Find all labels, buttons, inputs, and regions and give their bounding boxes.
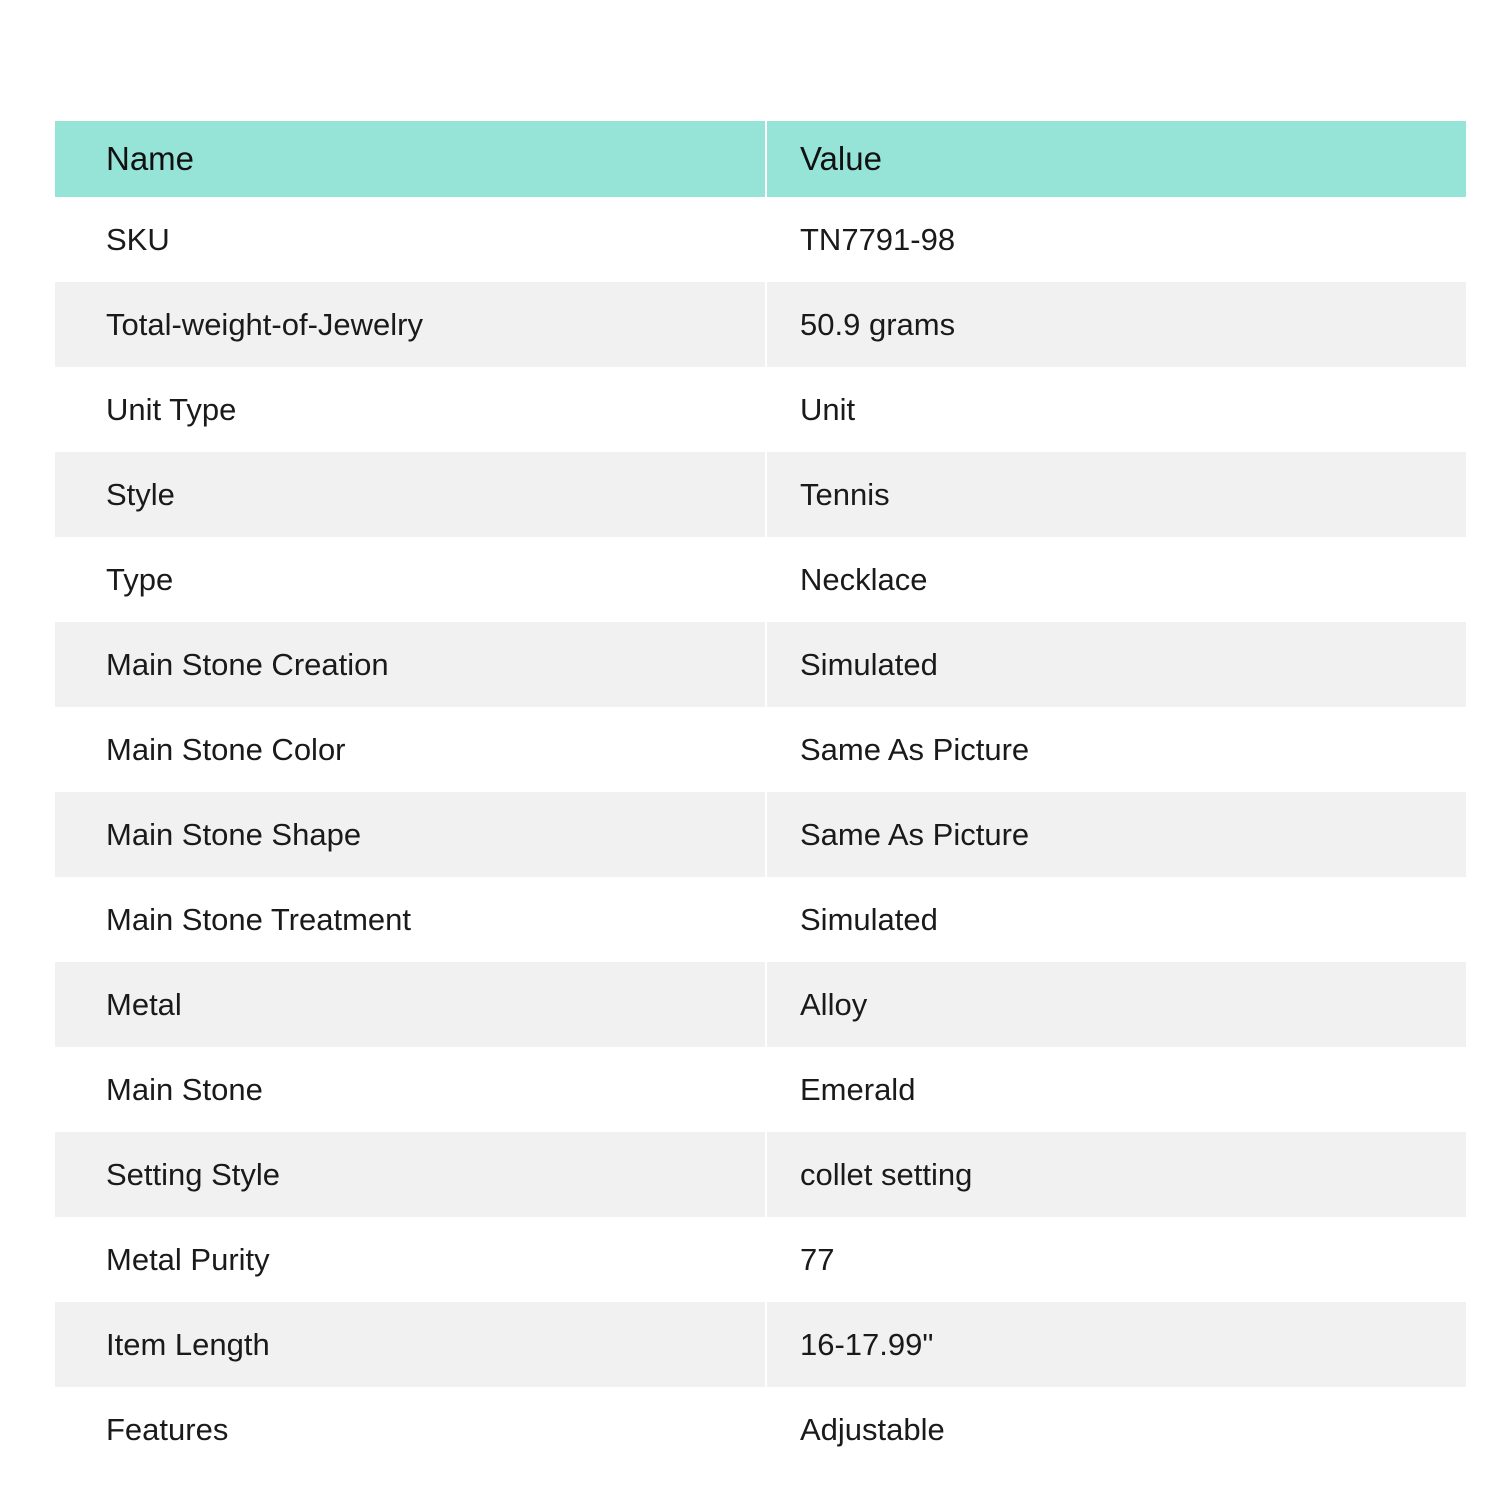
row-name-cell: Features bbox=[55, 1387, 765, 1472]
row-value-cell: Same As Picture bbox=[767, 792, 1466, 877]
row-name-cell: Metal bbox=[55, 962, 765, 1047]
table-row bbox=[55, 1047, 1466, 1132]
spec-table bbox=[55, 121, 1466, 1472]
table-row bbox=[55, 707, 1466, 792]
table-row bbox=[55, 1132, 1466, 1217]
table-row bbox=[55, 537, 1466, 622]
row-value-cell: 16-17.99" bbox=[767, 1302, 1466, 1387]
row-value-cell: Same As Picture bbox=[767, 707, 1466, 792]
row-value-cell: Alloy bbox=[767, 962, 1466, 1047]
table-row bbox=[55, 282, 1466, 367]
row-name-cell: Main Stone Shape bbox=[55, 792, 765, 877]
row-value-cell: 50.9 grams bbox=[767, 282, 1466, 367]
row-value-cell: Tennis bbox=[767, 452, 1466, 537]
table-row bbox=[55, 367, 1466, 452]
table-row bbox=[55, 877, 1466, 962]
row-value-cell: Necklace bbox=[767, 537, 1466, 622]
table-row bbox=[55, 1387, 1466, 1472]
row-value-cell: Adjustable bbox=[767, 1387, 1466, 1472]
row-value-cell: 77 bbox=[767, 1217, 1466, 1302]
table-header-row bbox=[55, 121, 1466, 197]
table-row bbox=[55, 622, 1466, 707]
table-row bbox=[55, 452, 1466, 537]
row-value-cell: Simulated bbox=[767, 877, 1466, 962]
row-name-cell: SKU bbox=[55, 197, 765, 282]
row-name-cell: Main Stone Creation bbox=[55, 622, 765, 707]
row-value-cell: collet setting bbox=[767, 1132, 1466, 1217]
row-value-cell: Unit bbox=[767, 367, 1466, 452]
row-value-cell: Simulated bbox=[767, 622, 1466, 707]
row-name-cell: Item Length bbox=[55, 1302, 765, 1387]
row-name-cell: Main Stone Treatment bbox=[55, 877, 765, 962]
column-header-value: Value bbox=[767, 121, 1466, 197]
row-name-cell: Metal Purity bbox=[55, 1217, 765, 1302]
row-name-cell: Main Stone bbox=[55, 1047, 765, 1132]
table-row bbox=[55, 1302, 1466, 1387]
row-name-cell: Setting Style bbox=[55, 1132, 765, 1217]
table-row bbox=[55, 1217, 1466, 1302]
row-name-cell: Total-weight-of-Jewelry bbox=[55, 282, 765, 367]
table-row bbox=[55, 792, 1466, 877]
row-value-cell: Emerald bbox=[767, 1047, 1466, 1132]
table-row bbox=[55, 962, 1466, 1047]
row-name-cell: Unit Type bbox=[55, 367, 765, 452]
row-name-cell: Style bbox=[55, 452, 765, 537]
column-header-name: Name bbox=[55, 121, 765, 197]
table-row bbox=[55, 197, 1466, 282]
row-name-cell: Type bbox=[55, 537, 765, 622]
row-value-cell: TN7791-98 bbox=[767, 197, 1466, 282]
row-name-cell: Main Stone Color bbox=[55, 707, 765, 792]
